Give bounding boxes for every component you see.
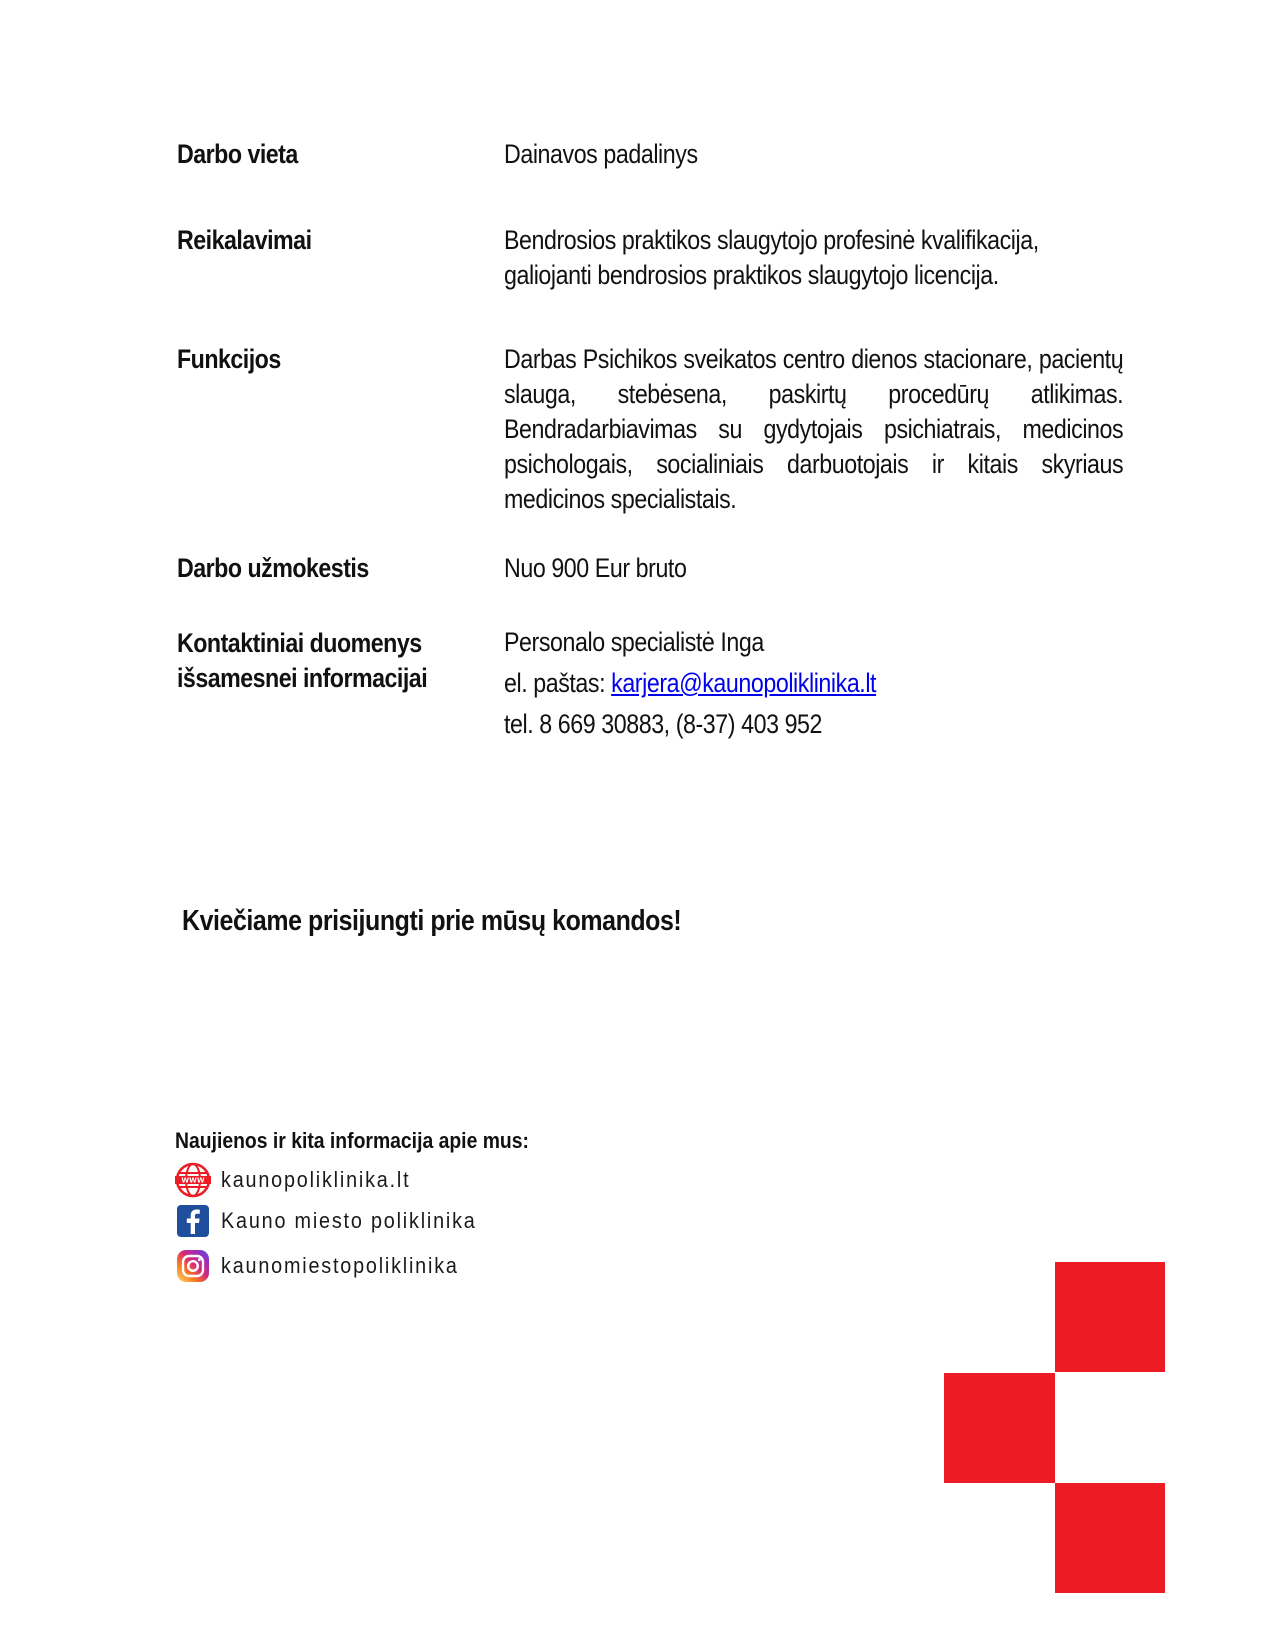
brand-square-top (1055, 1262, 1165, 1372)
social-link-facebook[interactable] (175, 1203, 505, 1239)
globe-www-icon (175, 1162, 211, 1198)
contact-value (504, 622, 1123, 745)
call-to-action-heading: Kviečiame prisijungti prie mūsų komandos! (182, 905, 682, 937)
workplace-value: Dainavos padalinys (504, 139, 698, 169)
brand-square-middle (944, 1373, 1055, 1483)
workplace-label: Darbo vieta (177, 139, 298, 169)
svg-text:WWW: WWW (181, 1176, 205, 1185)
contact-label-line1: Kontaktiniai duomenys (177, 628, 422, 658)
facebook-icon (175, 1203, 211, 1239)
footer-title: Naujienos ir kita informacija apie mus: (175, 1128, 529, 1153)
email-link[interactable]: karjera@kaunopoliklinika.lt (611, 668, 877, 698)
contact-phone: tel. 8 669 30883, (8-37) 403 952 (504, 709, 823, 739)
contact-person: Personalo specialistė Inga (504, 627, 764, 657)
requirements-value: Bendrosios praktikos slaugytojo profesinė kvalifikacija, galiojanti bendrosios praktikos slaugytojo licencija. (504, 225, 1039, 290)
instagram-icon (175, 1248, 211, 1284)
requirements-label: Reikalavimai (177, 225, 312, 255)
social-link-instagram[interactable] (175, 1248, 485, 1284)
salary-label: Darbo užmokestis (177, 553, 369, 583)
email-prefix: el. paštas: (504, 668, 612, 698)
facebook-link-text: Kauno miesto poliklinika (221, 1208, 477, 1233)
salary-value: Nuo 900 Eur bruto (504, 553, 687, 583)
website-link-text: kaunopoliklinika.lt (221, 1167, 411, 1192)
contact-label (177, 626, 444, 696)
functions-label: Funkcijos (177, 344, 281, 374)
social-link-website[interactable] (175, 1162, 431, 1198)
contact-email-line (504, 663, 1123, 704)
social-footer (175, 1127, 735, 1278)
contact-label-line2: išsamesnei informacijai (177, 663, 428, 693)
functions-value: Darbas Psichikos sveikatos centro dienos stacionare, pacientų slauga, stebėsena, paskirtų procedūrų atlikimas. Bendradarbiavimas su gydytojais psichiatrais, medicinos psichologais, socialiniais darbuotojais ir kitais skyriaus medicinos specialistais. (504, 344, 1124, 514)
instagram-link-text: kaunomiestopoliklinika (221, 1253, 459, 1278)
brand-square-bottom (1055, 1483, 1165, 1593)
